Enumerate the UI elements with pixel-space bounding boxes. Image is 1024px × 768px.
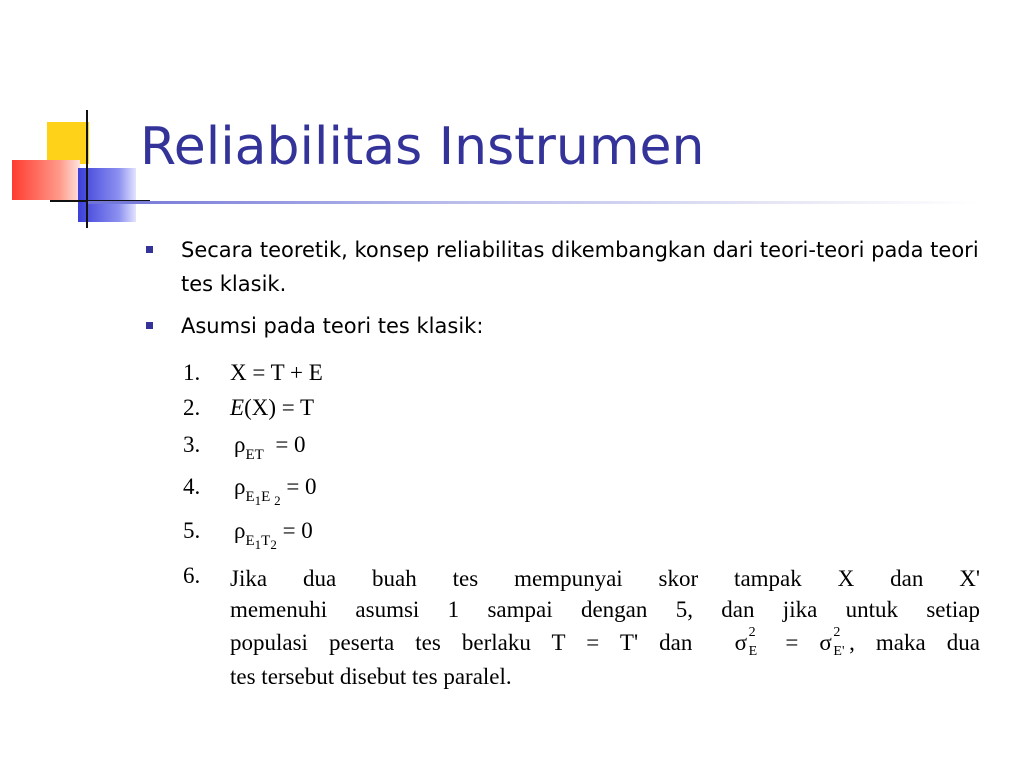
bullet-item xyxy=(146,233,1006,301)
item-number: 1. xyxy=(183,360,201,385)
paragraph-line xyxy=(230,625,980,661)
subscript-part: 1 xyxy=(254,493,262,508)
superscript: 2 xyxy=(748,625,756,640)
equation xyxy=(234,474,317,508)
equation xyxy=(230,395,314,421)
expectation-symbol: E xyxy=(230,395,245,420)
equation: X = T + E xyxy=(230,360,323,385)
sigma-symbol: σ xyxy=(734,630,747,655)
item-number: 5. xyxy=(183,518,201,543)
sigma-expression xyxy=(819,625,849,661)
subscript-part: E xyxy=(261,489,271,505)
square-bullet-icon xyxy=(146,246,153,253)
corner-decoration xyxy=(0,0,150,240)
item-number: 3. xyxy=(183,432,201,457)
square-bullet-icon xyxy=(146,322,153,329)
line-text: , maka dua xyxy=(849,630,981,655)
equation xyxy=(234,518,313,552)
vertical-line xyxy=(86,110,88,228)
paragraph-line: memenuhi asumsi 1 sampai dengan 5, dan jika untuk setiap xyxy=(230,597,980,622)
subscript: ET xyxy=(245,447,264,463)
item-number: 4. xyxy=(183,474,201,499)
red-gradient-bar xyxy=(12,160,80,200)
subscript xyxy=(245,533,277,552)
subscript: E xyxy=(748,644,758,659)
equation-rest: (X) = T xyxy=(244,395,315,420)
title-underline xyxy=(88,201,978,204)
bullet-text: Secara teoretik, konsep reliabilitas dikembangkan dari teori-teori pada teori tes klasik. xyxy=(181,238,979,296)
item-number: 2. xyxy=(183,395,201,420)
subscript-part: 2 xyxy=(270,537,277,552)
rho-symbol: ρ xyxy=(234,432,246,457)
subscript-part: 1 xyxy=(254,537,262,552)
assumption-paragraph xyxy=(230,563,980,692)
sigma-symbol: σ xyxy=(819,630,832,655)
paragraph-line: tes tersebut disebut tes paralel. xyxy=(230,664,512,689)
yellow-square xyxy=(47,122,89,164)
rho-symbol: ρ xyxy=(234,474,246,499)
equals-zero: = 0 xyxy=(282,518,313,543)
rho-symbol: ρ xyxy=(234,518,246,543)
equals-zero: = 0 xyxy=(286,474,317,499)
subscript-part: T xyxy=(261,533,271,549)
equation xyxy=(234,432,306,463)
subscript-part: E xyxy=(245,533,255,549)
bullet-list xyxy=(146,233,1006,351)
bullet-text: Asumsi pada teori tes klasik: xyxy=(181,314,484,338)
bullet-item xyxy=(146,309,1006,343)
equals-zero: = 0 xyxy=(275,432,306,457)
equals-sign: = xyxy=(785,630,799,655)
slide-title: Reliabilitas Instrumen xyxy=(140,117,705,177)
item-number: 6. xyxy=(183,563,201,588)
line-text: populasi peserta tes berlaku T = T' dan xyxy=(230,630,693,655)
subscript xyxy=(245,489,281,508)
subscript-part: 2 xyxy=(274,493,281,508)
subscript-part: E xyxy=(245,489,255,505)
sigma-expression xyxy=(735,625,765,661)
paragraph-line: Jika dua buah tes mempunyai skor tampak X dan X' xyxy=(230,566,980,591)
superscript: 2 xyxy=(833,625,841,640)
subscript: E' xyxy=(833,644,845,659)
